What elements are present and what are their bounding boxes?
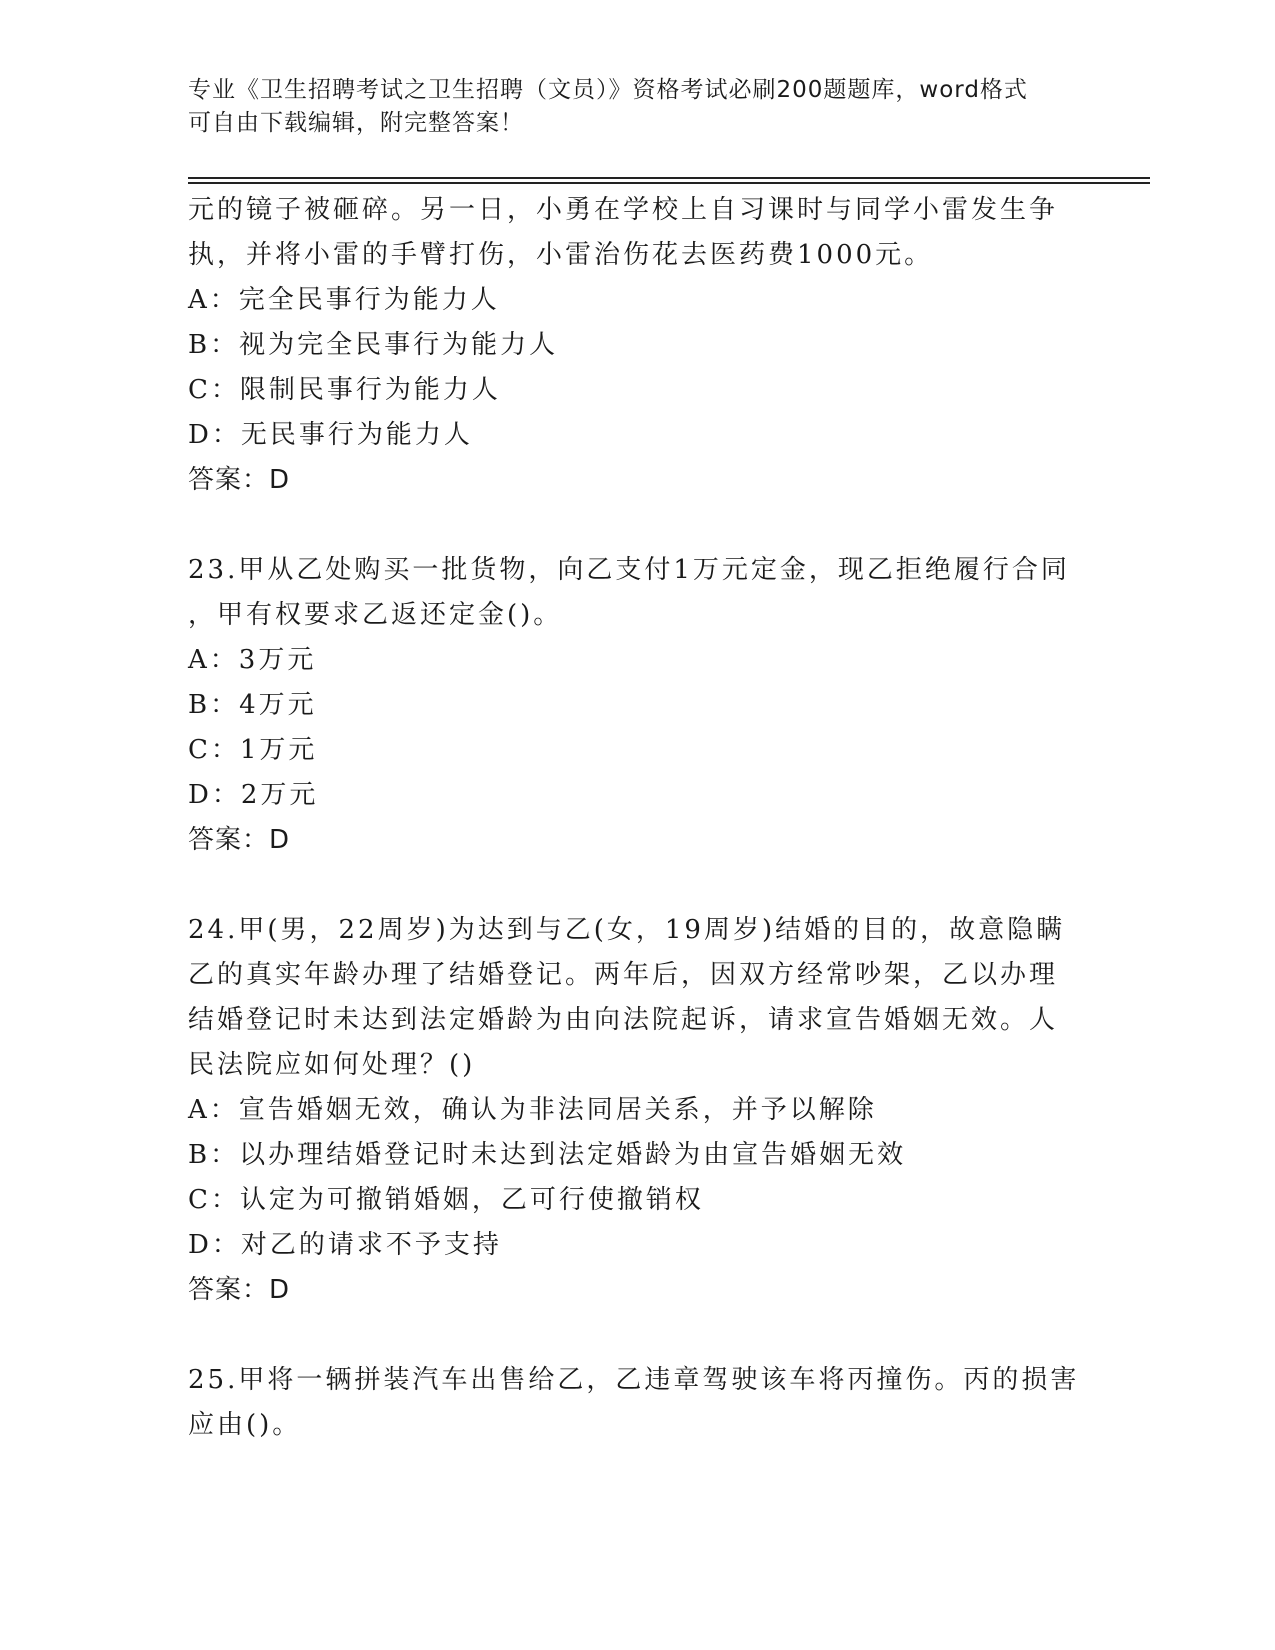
question-text-line: ，甲有权要求乙返还定金()。 — [188, 600, 563, 630]
question-text-line: 民法院应如何处理？() — [188, 1050, 476, 1080]
option-d: D：对乙的请求不予支持 — [188, 1230, 502, 1260]
option-a: A：3万元 — [188, 645, 317, 675]
option-b: B：视为完全民事行为能力人 — [188, 330, 559, 360]
header-divider-bottom — [188, 182, 1150, 184]
question-text-line: 执，并将小雷的手臂打伤，小雷治伤花去医药费1000元。 — [188, 240, 934, 270]
answer-label: 答案：D — [188, 465, 291, 495]
option-b: B：以办理结婚登记时未达到法定婚龄为由宣告婚姻无效 — [188, 1140, 907, 1170]
header-title-line-1: 专业《卫生招聘考试之卫生招聘（文员）》资格考试必刷200题题库，word格式 — [188, 77, 1028, 103]
option-a: A：宣告婚姻无效，确认为非法同居关系，并予以解除 — [188, 1095, 877, 1125]
document-header — [188, 74, 1088, 140]
question-text-line: 乙的真实年龄办理了结婚登记。两年后，因双方经常吵架，乙以办理 — [188, 960, 1059, 990]
option-d: D：无民事行为能力人 — [188, 420, 473, 450]
header-title-line-2: 可自由下载编辑，附完整答案！ — [188, 110, 524, 136]
answer-label: 答案：D — [188, 1275, 291, 1305]
option-d: D：2万元 — [188, 780, 319, 810]
question-text-line: 23.甲从乙处购买一批货物，向乙支付1万元定金，现乙拒绝履行合同 — [188, 555, 1070, 585]
header-divider-top — [188, 177, 1150, 179]
question-text-line: 元的镜子被砸碎。另一日，小勇在学校上自习课时与同学小雷发生争 — [188, 195, 1059, 225]
option-a: A：完全民事行为能力人 — [188, 285, 500, 315]
option-c: C：1万元 — [188, 735, 318, 765]
option-b: B：4万元 — [188, 690, 317, 720]
option-c: C：限制民事行为能力人 — [188, 375, 501, 405]
question-text-line: 结婚登记时未达到法定婚龄为由向法院起诉，请求宣告婚姻无效。人 — [188, 1005, 1059, 1035]
answer-label: 答案：D — [188, 825, 291, 855]
option-c: C：认定为可撤销婚姻，乙可行使撤销权 — [188, 1185, 704, 1215]
question-text-line: 24.甲(男，22周岁)为达到与乙(女，19周岁)结婚的目的，故意隐瞒 — [188, 915, 1066, 945]
question-text-line: 25.甲将一辆拼装汽车出售给乙，乙违章驾驶该车将丙撞伤。丙的损害 — [188, 1365, 1080, 1395]
question-text-line: 应由()。 — [188, 1410, 302, 1440]
